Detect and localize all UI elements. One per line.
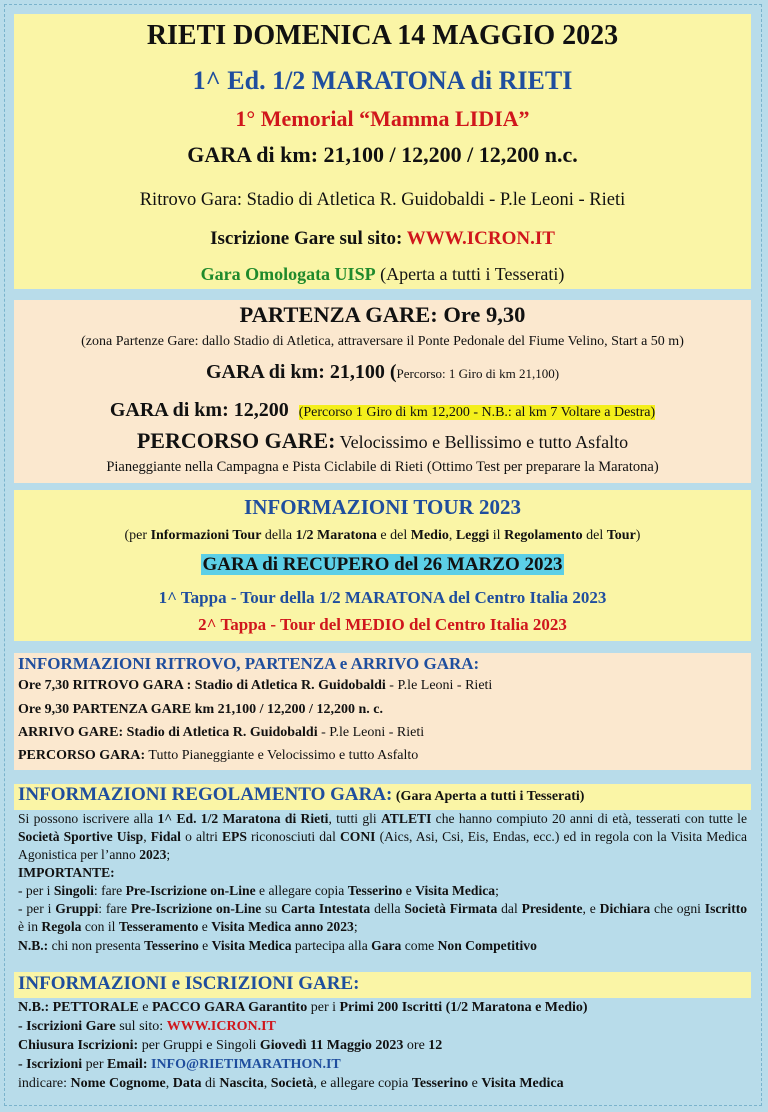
regolamento-p1-run: Fidal	[150, 829, 181, 845]
ritrovo-row-2: Ore 9,30 PARTENZA GARE km 21,100 / 12,200 / 12,200 n. c.	[18, 702, 383, 717]
regolamento-p1-run: ,	[143, 829, 151, 845]
iscrizioni-r2-run: sul sito:	[115, 1019, 167, 1034]
iscrizioni-row-4	[18, 1056, 747, 1074]
event-subtitle: 1^ Ed. 1/2 MARATONA di RIETI	[192, 66, 573, 95]
regolamento-p1-run: CONI	[339, 829, 376, 845]
regolamento-p2-run: e	[402, 883, 416, 898]
regolamento-p3-run: Società Firmata	[404, 901, 498, 916]
tour-note-run: e del	[376, 528, 411, 543]
tour-note-run: ,	[448, 528, 456, 543]
iscrizioni-r5-run: Nascita	[219, 1076, 264, 1091]
iscrizioni-row-1	[18, 999, 747, 1017]
regolamento-p4-run: Non Competitivo	[437, 938, 537, 953]
iscrizione-line	[14, 228, 751, 250]
header-panel	[14, 14, 751, 289]
regolamento-p3-run: e	[198, 919, 212, 935]
iscrizioni-r5-run: Società	[270, 1076, 314, 1091]
iscrizioni-r1-run: PACCO GARA Garantito	[151, 1000, 308, 1015]
gara12-line	[14, 399, 751, 422]
ritrovo-info-panel	[14, 653, 751, 770]
memorial-title: 1° Memorial “Mamma LIDIA”	[235, 106, 530, 131]
regolamento-p3-run: dal	[497, 901, 522, 916]
regolamento-p2-run: Pre-Iscrizione on-Line	[125, 883, 256, 898]
iscrizioni-r5-run: , e allegare copia	[313, 1076, 412, 1091]
iscrizioni-r4-run: Email:	[107, 1057, 151, 1072]
iscrizioni-r2-run: - Iscrizioni Gare	[18, 1019, 116, 1034]
regolamento-title: INFORMAZIONI REGOLAMENTO GARA:	[18, 784, 393, 805]
regolamento-p3-run: che ogni	[650, 901, 705, 916]
regolamento-p1-run: ;	[166, 847, 171, 863]
tour-note-run: Tour	[606, 528, 636, 543]
iscrizioni-r3-run: per Gruppi e Singoli	[138, 1038, 260, 1053]
iscrizioni-r1-run: N.B.: PETTORALE	[18, 1000, 139, 1015]
regolamento-p1-run: che hanno compiuto 20 anni di età, tesserati con tutte le	[431, 811, 747, 826]
regolamento-p3-run: della	[370, 901, 405, 916]
regolamento-p3	[18, 900, 747, 936]
regolamento-p3-run: : fare	[98, 901, 131, 916]
ritrovo-line: Ritrovo Gara: Stadio di Atletica R. Guidobaldi - P.le Leoni - Rieti	[139, 190, 626, 210]
regolamento-p3-run: Tesseramento	[118, 919, 199, 935]
iscrizioni-r5-run: e	[468, 1076, 482, 1091]
regolamento-p3-run: Dichiara	[599, 901, 651, 916]
regolamento-p4-run: Gara	[371, 938, 402, 953]
regolamento-p1-run: ATLETI	[381, 811, 432, 826]
ritrovo-row-1-text: - P.le Leoni - Rieti	[385, 678, 493, 693]
ritrovo-row-4-text: Tutto Pianeggiante e Velocissimo e tutto Asfalto	[145, 748, 419, 763]
regolamento-p1-run: (Aics, Asi, Csi, Eis, Endas, ecc.) ed in regola con la Visita Medica Agonistica per l’anno	[18, 829, 748, 863]
regolamento-p2	[18, 882, 747, 900]
partenza-title: PARTENZA GARE: Ore 9,30	[239, 302, 526, 327]
regolamento-p4-run: Visita Medica	[211, 938, 292, 953]
regolamento-p3-run: Pre-Iscrizione on-Line	[130, 901, 262, 916]
iscrizioni-r5-run: Data	[172, 1076, 202, 1091]
tour-note-run: della	[261, 528, 296, 543]
regolamento-p1-run: EPS	[221, 829, 247, 845]
regolamento-p3-run: su	[261, 901, 282, 916]
regolamento-p4-run: e	[198, 938, 212, 953]
iscrizioni-r3-run: Giovedì 11 Maggio 2023	[259, 1038, 404, 1053]
tour-note-run: (per	[124, 528, 151, 543]
gara21-line	[14, 361, 751, 384]
tappa2-line: 2^ Tappa - Tour del MEDIO del Centro Italia 2023	[198, 615, 567, 634]
tour-note-run: del	[582, 528, 607, 543]
regolamento-p3-run: ;	[353, 919, 358, 935]
regolamento-p3-run: Iscritto	[704, 901, 748, 916]
iscrizioni-r3-run: ore	[403, 1038, 429, 1053]
percorso-label: PERCORSO GARE:	[136, 428, 336, 453]
regolamento-p4-run: Tesserino	[144, 938, 199, 953]
regolamento-p4-run: chi non presenta	[48, 938, 145, 953]
recupero-badge: GARA di RECUPERO del 26 MARZO 2023	[202, 554, 563, 575]
ritrovo-row-1	[18, 678, 747, 694]
recupero-line	[14, 554, 751, 576]
regolamento-p3-run: è in	[18, 919, 42, 935]
iscrizioni-r1-run: Primi 200 Iscritti (1/2 Maratona e Medio)	[339, 1000, 588, 1015]
gara21-label: GARA di km: 21,100 (	[205, 361, 397, 383]
iscrizione-site-link[interactable]: WWW.ICRON.IT	[406, 228, 555, 249]
omologata-note: (Aperta a tutti i Tesserati)	[375, 264, 565, 284]
regolamento-p3-run: Visita Medica anno 2023	[211, 919, 354, 935]
partenza-zona: (zona Partenze Gare: dallo Stadio di Atletica, attraversare il Ponte Pedonale del Fiume Velino, Start a 50 m)	[81, 334, 684, 349]
iscrizioni-r1-run: e	[138, 1000, 152, 1015]
regolamento-p3-run: - per i	[18, 901, 56, 916]
percorso-line2: Pianeggiante nella Campagna e Pista Ciclabile di Rieti (Ottimo Test per preparare la Maratona)	[106, 459, 659, 475]
tour-note-run: Regolamento	[504, 528, 583, 543]
event-title: RIETI DOMENICA 14 MAGGIO 2023	[146, 20, 619, 51]
regolamento-p2-run: Singoli	[53, 883, 94, 898]
percorso-line	[14, 428, 751, 454]
iscrizioni-r5-run: Visita Medica	[481, 1076, 564, 1091]
iscrizioni-r3-run: 12	[428, 1038, 443, 1053]
regolamento-p1	[18, 810, 747, 865]
regolamento-p2-run: e allegare copia	[255, 883, 348, 898]
omologata-label: Gara Omologata UISP	[200, 264, 376, 284]
iscrizioni-r5-run: ,	[165, 1076, 173, 1091]
regolamento-p4-run: N.B.:	[18, 938, 49, 953]
regolamento-p1-run: 2023	[139, 847, 167, 863]
gara21-note: Percorso: 1 Giro di km 21,100)	[396, 366, 560, 381]
tour-panel	[14, 490, 751, 641]
tour-note	[14, 528, 751, 544]
regolamento-p2-run: Visita Medica	[415, 883, 496, 898]
regolamento-title-line	[18, 784, 747, 806]
iscrizioni-row-5	[18, 1075, 747, 1093]
ritrovo-row-4	[18, 748, 747, 764]
ritrovo-row-4-bold: PERCORSO GARA:	[18, 748, 146, 763]
gara12-note: (Percorso 1 Giro di km 12,200 - N.B.: al km 7 Voltare a Destra)	[298, 405, 656, 420]
regolamento-p1-run: 1^ Ed. 1/2 Maratona di Rieti	[157, 811, 329, 826]
iscrizioni-email-link[interactable]: INFO@RIETIMARATHON.IT	[151, 1057, 341, 1072]
iscrizioni-row-2	[18, 1018, 747, 1036]
iscrizioni-r5-run: ,	[263, 1076, 271, 1091]
partenza-panel	[14, 300, 751, 483]
iscrizioni-r5-run: di	[201, 1076, 220, 1091]
regolamento-importante: IMPORTANTE:	[18, 865, 115, 880]
tour-note-run: Informazioni Tour	[150, 528, 262, 543]
regolamento-title-note: (Gara Aperta a tutti i Tesserati)	[392, 789, 585, 804]
tour-note-run: )	[635, 528, 641, 543]
tour-title: INFORMAZIONI TOUR 2023	[244, 495, 521, 519]
regolamento-p3-run: Gruppi	[55, 901, 99, 916]
regolamento-p2-run: : fare	[93, 883, 126, 898]
ritrovo-row-3	[18, 725, 747, 741]
iscrizioni-title: INFORMAZIONI e ISCRIZIONI GARE:	[18, 973, 360, 994]
regolamento-p3-run: Carta Intestata	[281, 901, 371, 916]
regolamento-section	[14, 780, 751, 965]
gara12-label: GARA di km: 12,200	[109, 399, 289, 421]
regolamento-p1-run: Si possono iscrivere alla	[18, 811, 158, 826]
tappa1-line: 1^ Tappa - Tour della 1/2 MARATONA del Centro Italia 2023	[158, 588, 607, 607]
iscrizioni-section	[14, 972, 751, 1100]
regolamento-p2-run: ;	[495, 883, 499, 898]
iscrizioni-r5-run: Nome Cognome	[70, 1076, 166, 1091]
percorso-text: Velocissimo e Bellissimo e tutto Asfalto	[335, 432, 629, 452]
tour-note-run: il	[489, 528, 505, 543]
iscrizione-label: Iscrizione Gare sul sito:	[210, 228, 407, 249]
regolamento-p2-run: Tesserino	[347, 883, 403, 898]
regolamento-p4	[18, 937, 747, 955]
regolamento-p3-run: con il	[81, 919, 119, 935]
regolamento-p1-run: , tutti gli	[328, 811, 381, 826]
iscrizioni-site-link[interactable]: WWW.ICRON.IT	[166, 1019, 276, 1034]
iscrizioni-row-3	[18, 1037, 747, 1055]
race-distances: GARA di km: 21,100 / 12,200 / 12,200 n.c.	[187, 142, 578, 167]
iscrizioni-r3-run: Chiusura Iscrizioni:	[18, 1038, 139, 1053]
regolamento-p3-run: , e	[582, 901, 600, 916]
ritrovo-row-3-text: - P.le Leoni - Rieti	[317, 725, 425, 740]
ritrovo-row-1-bold: Ore 7,30 RITROVO GARA : Stadio di Atletica R. Guidobaldi	[18, 678, 386, 693]
regolamento-p2-run: - per i	[18, 883, 54, 898]
ritrovo-info-title: INFORMAZIONI RITROVO, PARTENZA e ARRIVO GARA:	[18, 654, 480, 673]
omologata-line	[14, 264, 751, 285]
regolamento-p4-run: come	[401, 938, 438, 953]
iscrizioni-r4-run: - Iscrizioni	[18, 1057, 83, 1072]
tour-note-run: Leggi	[455, 528, 490, 543]
iscrizioni-r1-run: per i	[307, 1000, 340, 1015]
regolamento-p4-run: partecipa alla	[291, 938, 372, 953]
regolamento-p1-run: Società Sportive Uisp	[18, 829, 144, 845]
tour-note-run: 1/2 Maratona	[295, 528, 377, 543]
regolamento-p3-run: Regola	[41, 919, 82, 935]
regolamento-p3-run: Presidente	[521, 901, 583, 916]
iscrizioni-r5-run: indicare:	[18, 1076, 71, 1091]
iscrizioni-r5-run: Tesserino	[411, 1076, 469, 1091]
ritrovo-row-3-bold: ARRIVO GARE: Stadio di Atletica R. Guidobaldi	[18, 725, 318, 740]
iscrizioni-r4-run: per	[82, 1057, 108, 1072]
regolamento-p1-run: riconosciuti dal	[246, 829, 340, 845]
regolamento-p1-run: o altri	[180, 829, 222, 845]
tour-note-run: Medio	[410, 528, 449, 543]
